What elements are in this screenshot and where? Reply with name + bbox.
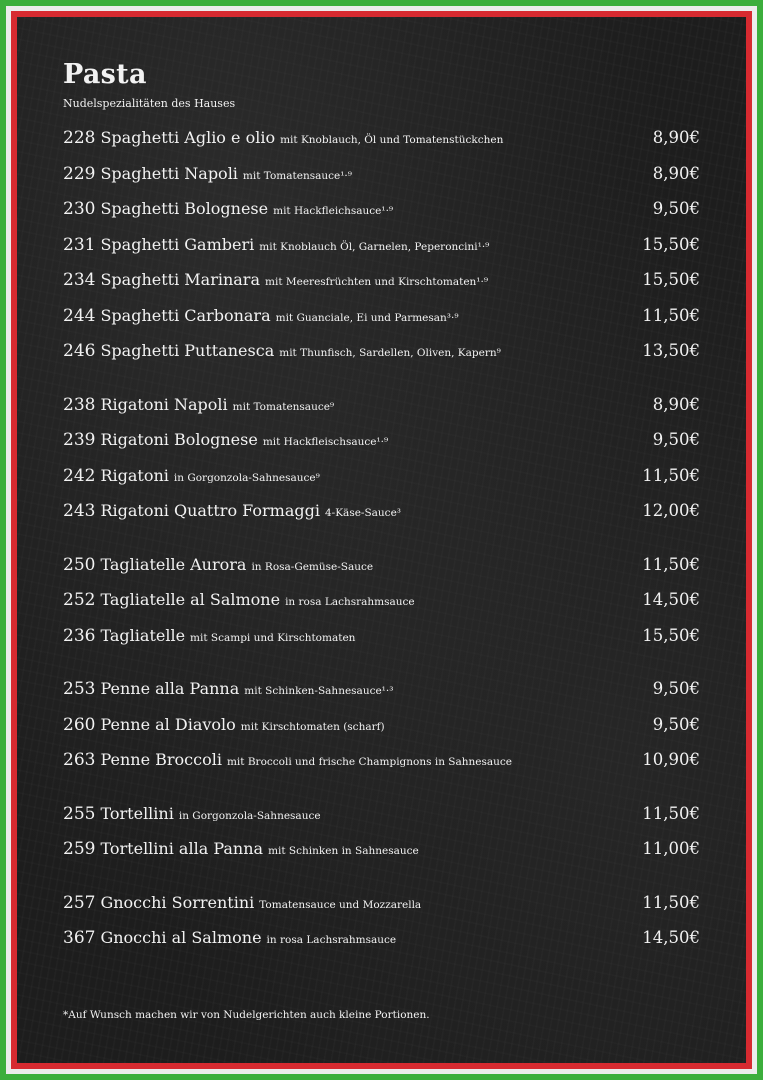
menu-item <box>63 262 700 298</box>
item-price: 15,50€ <box>642 625 700 645</box>
item-price: 13,50€ <box>642 341 700 360</box>
menu-item-label <box>63 120 503 159</box>
menu-item <box>63 920 700 956</box>
menu-group <box>63 671 700 778</box>
item-price: 15,50€ <box>642 234 700 254</box>
item-price: 8,90€ <box>652 163 700 183</box>
menu-item-label <box>63 262 488 301</box>
item-name: Spaghetti Puttanesca <box>100 341 275 360</box>
item-description: mit Broccoli und frische Champignons in Sahnesauce <box>226 756 513 768</box>
item-name: Spaghetti Marinara <box>100 270 260 289</box>
menu-item <box>63 120 700 156</box>
menu-item-label <box>63 191 393 230</box>
item-price: 11,00€ <box>642 839 700 858</box>
item-description: mit Hackfleischsauce¹·⁹ <box>262 436 389 448</box>
menu-item <box>63 191 700 227</box>
item-name: Rigatoni <box>100 465 169 485</box>
item-description: mit Tomatensauce⁹ <box>232 400 335 413</box>
item-name: Spaghetti Napoli <box>100 163 238 183</box>
item-name: Rigatoni Quattro Formaggi <box>100 501 320 520</box>
item-name: Tagliatelle Aurora <box>100 554 247 574</box>
item-price: 9,50€ <box>652 714 700 734</box>
item-number: 236 <box>63 625 96 646</box>
menu-item-label <box>63 227 489 266</box>
item-name: Penne alla Panna <box>100 679 240 698</box>
menu-item-label <box>63 493 401 532</box>
item-name: Tagliatelle <box>100 625 186 645</box>
menu-item-label <box>63 422 388 461</box>
menu-item-label <box>63 618 355 657</box>
menu-item-label <box>63 831 419 870</box>
item-description: mit Hackfleichsauce¹·⁹ <box>273 205 394 217</box>
page-title: Pasta <box>63 59 147 90</box>
item-number: 228 <box>63 128 96 148</box>
item-name: Tortellini alla Panna <box>100 839 264 858</box>
item-description: mit Tomatensauce¹·⁹ <box>242 169 352 182</box>
item-name: Spaghetti Bolognese <box>100 199 269 218</box>
item-name: Spaghetti Aglio e olio <box>100 128 276 147</box>
item-number: 238 <box>63 394 96 415</box>
item-name: Penne al Diavolo <box>100 714 236 734</box>
item-number: 244 <box>63 305 96 326</box>
menu-item-label <box>63 387 334 426</box>
item-name: Spaghetti Gamberi <box>100 234 255 254</box>
menu-item <box>63 227 700 263</box>
item-price: 10,90€ <box>642 750 700 769</box>
menu-item <box>63 742 700 778</box>
menu-item <box>63 547 700 583</box>
item-name: Tagliatelle al Salmone <box>100 590 281 609</box>
menu-item <box>63 582 700 618</box>
item-number: 229 <box>63 163 96 184</box>
item-price: 9,50€ <box>652 199 700 218</box>
menu-item-label <box>63 742 512 781</box>
item-price: 9,50€ <box>652 679 700 698</box>
menu-item <box>63 831 700 867</box>
item-price: 8,90€ <box>652 394 700 414</box>
item-price: 9,50€ <box>652 430 700 449</box>
item-number: 242 <box>63 465 96 486</box>
menu-item <box>63 387 700 423</box>
item-description: in Gorgonzola-Sahnesauce⁹ <box>173 471 320 484</box>
item-price: 11,50€ <box>642 465 700 485</box>
item-description: mit Knoblauch Öl, Garnelen, Peperoncini¹·⁹ <box>259 240 490 253</box>
item-description: in Gorgonzola-Sahnesauce <box>178 809 321 822</box>
menu-item-label <box>63 796 321 835</box>
item-number: 252 <box>63 590 96 610</box>
item-price: 11,50€ <box>642 305 700 325</box>
item-price: 11,50€ <box>642 892 700 912</box>
menu-item-label <box>63 707 385 746</box>
item-name: Tortellini <box>100 803 174 823</box>
item-name: Gnocchi Sorrentini <box>100 892 255 912</box>
item-description: Tomatensauce und Mozzarella <box>259 898 422 911</box>
item-description: in rosa Lachsrahmsauce <box>266 934 397 946</box>
item-description: mit Schinken-Sahnesauce¹·³ <box>244 685 394 697</box>
item-number: 230 <box>63 199 96 219</box>
menu-item <box>63 333 700 369</box>
item-number: 367 <box>63 928 96 948</box>
page-subtitle: Nudelspezialitäten des Hauses <box>63 97 236 110</box>
menu-item-label <box>63 582 415 621</box>
menu-item-label <box>63 885 421 924</box>
menu-item <box>63 422 700 458</box>
item-description: mit Thunfisch, Sardellen, Oliven, Kapern⁹ <box>279 347 501 359</box>
item-description: mit Knoblauch, Öl und Tomatenstückchen <box>280 134 504 146</box>
menu-group <box>63 796 700 867</box>
item-price: 14,50€ <box>642 928 700 947</box>
menu-item-label <box>63 671 393 710</box>
item-name: Spaghetti Carbonara <box>100 305 271 325</box>
menu-item-label <box>63 547 373 586</box>
menu-item <box>63 298 700 334</box>
item-number: 255 <box>63 803 96 824</box>
menu-group <box>63 885 700 956</box>
item-description: mit Meeresfrüchten und Kirschtomaten¹·⁹ <box>265 276 489 288</box>
menu-item <box>63 707 700 743</box>
item-number: 250 <box>63 554 96 575</box>
item-price: 8,90€ <box>652 128 700 147</box>
item-description: mit Scampi und Kirschtomaten <box>190 631 356 644</box>
item-number: 246 <box>63 341 96 361</box>
menu-group <box>63 547 700 654</box>
menu-group <box>63 387 700 529</box>
menu-item-label <box>63 458 320 497</box>
item-description: mit Schinken in Sahnesauce <box>268 845 419 857</box>
item-price: 14,50€ <box>642 590 700 609</box>
menu-item-label <box>63 920 396 959</box>
menu-item <box>63 493 700 529</box>
item-description: mit Kirschtomaten (scharf) <box>240 720 385 733</box>
menu-item <box>63 671 700 707</box>
menu-item-label <box>63 333 501 372</box>
menu-item <box>63 458 700 494</box>
menu-item <box>63 796 700 832</box>
item-name: Rigatoni Napoli <box>100 394 228 414</box>
item-description: mit Guanciale, Ei und Parmesan³·⁹ <box>275 311 459 324</box>
item-number: 260 <box>63 714 96 735</box>
item-price: 12,00€ <box>642 501 700 520</box>
item-name: Gnocchi al Salmone <box>100 928 262 947</box>
item-number: 231 <box>63 234 96 255</box>
chalkboard-menu <box>17 17 746 1063</box>
menu-list <box>63 120 700 974</box>
item-number: 259 <box>63 839 96 859</box>
item-number: 257 <box>63 892 96 913</box>
item-price: 11,50€ <box>642 803 700 823</box>
menu-item <box>63 885 700 921</box>
item-number: 239 <box>63 430 96 450</box>
item-number: 263 <box>63 750 96 770</box>
item-name: Rigatoni Bolognese <box>100 430 258 449</box>
item-number: 253 <box>63 679 96 699</box>
menu-group <box>63 120 700 369</box>
menu-item <box>63 618 700 654</box>
item-price: 15,50€ <box>642 270 700 289</box>
menu-item-label <box>63 298 459 337</box>
item-number: 243 <box>63 501 96 521</box>
footnote: *Auf Wunsch machen wir von Nudelgerichten auch kleine Portionen. <box>63 1009 430 1021</box>
item-description: in Rosa-Gemüse-Sauce <box>251 560 374 573</box>
item-description: in rosa Lachsrahmsauce <box>285 596 415 608</box>
menu-item <box>63 156 700 192</box>
item-description: 4-Käse-Sauce³ <box>324 507 401 519</box>
item-name: Penne Broccoli <box>100 750 222 769</box>
item-price: 11,50€ <box>642 554 700 574</box>
menu-item-label <box>63 156 352 195</box>
item-number: 234 <box>63 270 96 290</box>
